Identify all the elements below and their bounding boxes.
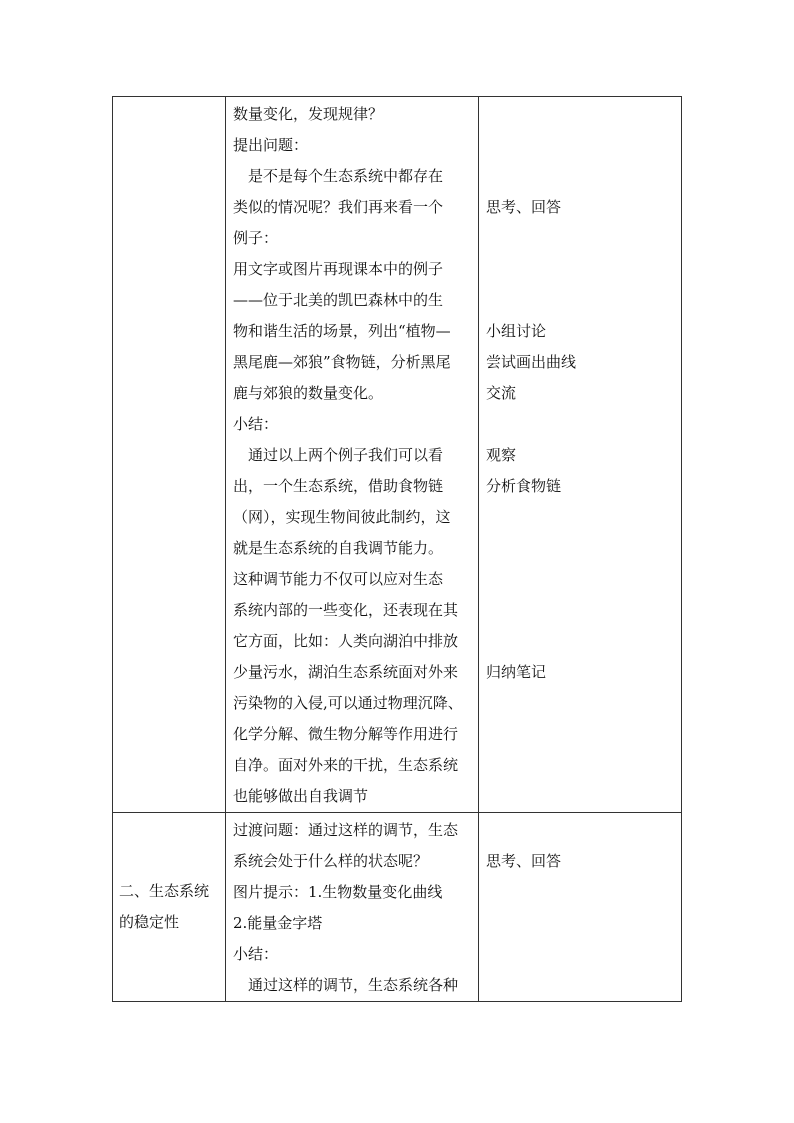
content-line: 类似的情况呢？我们再来看一个	[233, 198, 444, 216]
content-line: 系统会处于什么样的状态呢？	[233, 852, 429, 870]
content-line: 鹿与郊狼的数量变化。	[233, 384, 384, 402]
content-line: 提出问题：	[233, 136, 309, 154]
table-row	[113, 813, 682, 1002]
activity-line	[486, 409, 675, 440]
activity-line	[486, 815, 675, 846]
activity-line: 分析食物链	[486, 477, 562, 495]
content-line: 也能够做出自我调节	[233, 787, 369, 805]
activity-cell	[479, 97, 682, 813]
activity-line	[486, 688, 675, 719]
activity-line	[486, 781, 675, 812]
content-line: 2.能量金字塔	[233, 914, 323, 932]
activity-line	[486, 908, 675, 939]
section-title-line: 二、生态系统	[119, 882, 210, 900]
content-line: 少量污水，湖泊生态系统面对外来	[233, 663, 459, 681]
content-line: 通过这样的调节，生态系统各种	[233, 976, 459, 994]
content-cell	[226, 97, 479, 813]
activity-line	[486, 130, 675, 161]
activity-line	[486, 533, 675, 564]
section-title-line: 的稳定性	[119, 913, 180, 931]
activity-line	[486, 719, 675, 750]
activity-line	[486, 595, 675, 626]
content-line: ——位于北美的凯巴森林中的生	[233, 291, 444, 309]
activity-line: 观察	[486, 446, 517, 464]
content-line: 过渡问题：通过这样的调节，生态	[233, 821, 459, 839]
content-line: 出，一个生态系统，借助食物链	[233, 477, 444, 495]
content-line: 数量变化，发现规律？	[233, 105, 384, 123]
content-line: 系统内部的一些变化，还表现在其	[233, 601, 459, 619]
content-line: 污染物的入侵,可以通过物理沉降、	[233, 694, 463, 712]
activity-line	[486, 626, 675, 657]
content-line: 就是生态系统的自我调节能力。	[233, 539, 444, 557]
lesson-plan-table	[112, 96, 682, 1002]
content-line: 图片提示：1.生物数量变化曲线	[233, 883, 443, 901]
activity-line: 小组讨论	[486, 322, 547, 340]
content-line: 小结：	[233, 415, 279, 433]
content-line: 这种调节能力不仅可以应对生态	[233, 570, 444, 588]
section-cell	[113, 97, 226, 813]
content-line: 小结：	[233, 945, 279, 963]
activity-line	[486, 161, 675, 192]
content-line: 物和谐生活的场景，列出“植物—	[233, 322, 451, 340]
content-line: 化学分解、微生物分解等作用进行	[233, 725, 459, 743]
activity-line	[486, 877, 675, 908]
content-line: 是不是每个生态系统中都存在	[233, 167, 444, 185]
activity-line	[486, 502, 675, 533]
activity-line	[486, 285, 675, 316]
activity-line	[486, 970, 675, 1001]
activity-line	[486, 750, 675, 781]
activity-line	[486, 939, 675, 970]
activity-line	[486, 254, 675, 285]
content-line: 用文字或图片再现课本中的例子	[233, 260, 444, 278]
content-line: 它方面，比如：人类向湖泊中排放	[233, 632, 459, 650]
activity-line: 思考、回答	[486, 198, 562, 216]
section-title	[120, 99, 219, 130]
activity-line	[486, 223, 675, 254]
activity-line: 尝试画出曲线	[486, 353, 577, 371]
content-line: （网），实现生物间彼此制约，这	[233, 508, 451, 526]
activity-line	[486, 564, 675, 595]
activity-cell	[479, 813, 682, 1002]
table-row	[113, 97, 682, 813]
content-cell	[226, 813, 479, 1002]
content-line: 例子：	[233, 229, 279, 247]
content-line: 黑尾鹿—郊狼”食物链，分析黑尾	[233, 353, 451, 371]
activity-line: 思考、回答	[486, 852, 562, 870]
section-cell	[113, 813, 226, 1002]
content-line: 自净。面对外来的干扰，生态系统	[233, 756, 459, 774]
activity-line: 归纳笔记	[486, 663, 547, 681]
activity-line: 交流	[486, 384, 517, 402]
activity-line	[486, 99, 675, 130]
content-line: 通过以上两个例子我们可以看	[233, 446, 444, 464]
